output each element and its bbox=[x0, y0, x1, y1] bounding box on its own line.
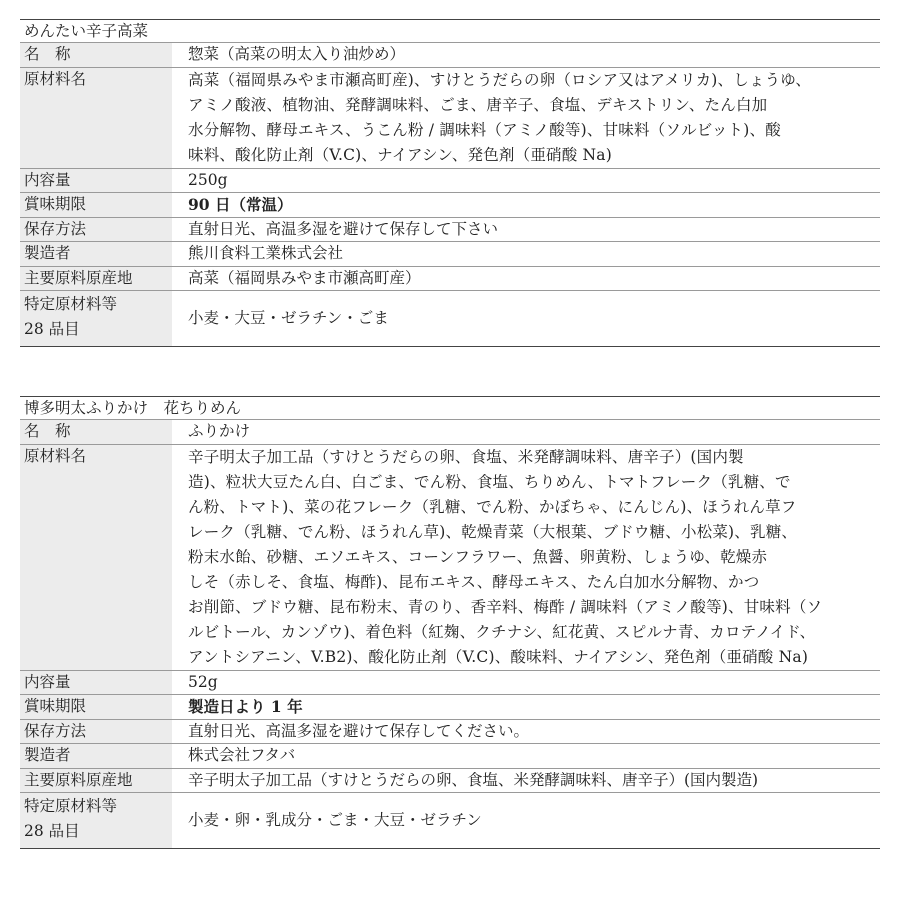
product-title: めんたい辛子高菜 bbox=[20, 20, 880, 43]
ingredients-line: 粉末水飴、砂糖、エソエキス、コーンフラワー、魚醤、卵黄粉、しょうゆ、乾燥赤 bbox=[188, 547, 768, 566]
allergens-value: 小麦・卵・乳成分・ごま・大豆・ゼラチン bbox=[188, 810, 482, 829]
origin-row bbox=[20, 267, 880, 292]
storage-value: 直射日光、高温多湿を避けて保存してください。 bbox=[188, 721, 530, 740]
ingredients-row bbox=[20, 68, 880, 169]
ingredients-line: アミノ酸液、植物油、発酵調味料、ごま、唐辛子、食塩、デキストリン、たん白加 bbox=[188, 95, 768, 114]
ingredients-line: 高菜（福岡県みやま市瀬高町産)、すけとうだらの卵（ロシア又はアメリカ)、しょうゆ、 bbox=[188, 70, 812, 89]
allergens-label: 特定原材料等 28 品目 bbox=[20, 291, 172, 346]
ingredients-line: 造)、粒状大豆たん白、白ごま、でん粉、食塩、ちりめん、トマトフレーク（乳糖、で bbox=[188, 472, 791, 491]
best-before-row bbox=[20, 695, 880, 720]
product-info-table bbox=[20, 19, 880, 347]
best-before-label: 賞味期限 bbox=[20, 193, 172, 217]
manufacturer-row bbox=[20, 744, 880, 769]
product-name-value: ふりかけ bbox=[188, 422, 251, 440]
ingredients-row bbox=[20, 445, 880, 671]
amount-value: 250g bbox=[188, 170, 228, 189]
product-name-label: 名 称 bbox=[20, 420, 172, 444]
storage-label: 保存方法 bbox=[20, 218, 172, 242]
origin-label: 主要原料原産地 bbox=[20, 267, 172, 291]
best-before-row bbox=[20, 193, 880, 218]
ingredients-line: 味料、酸化防止剤（V.C)、ナイアシン、発色剤（亜硝酸 Na) bbox=[188, 145, 612, 164]
best-before-value: 製造日より 1 年 bbox=[188, 697, 303, 716]
origin-label: 主要原料原産地 bbox=[20, 769, 172, 793]
product-name-value: 惣菜（高菜の明太入り油炒め） bbox=[188, 45, 406, 63]
storage-row bbox=[20, 218, 880, 243]
amount-row bbox=[20, 671, 880, 696]
product-name-row bbox=[20, 43, 880, 68]
product-title: 博多明太ふりかけ 花ちりめん bbox=[20, 397, 880, 420]
allergens-row bbox=[20, 793, 880, 848]
amount-value: 52g bbox=[188, 672, 218, 691]
best-before-label: 賞味期限 bbox=[20, 695, 172, 719]
storage-value: 直射日光、高温多湿を避けて保存して下さい bbox=[188, 219, 499, 238]
ingredients-value bbox=[172, 68, 880, 168]
ingredients-line: レーク（乳糖、でん粉、ほうれん草)、乾燥青菜（大根葉、ブドウ糖、小松菜)、乳糖、 bbox=[188, 522, 798, 541]
manufacturer-row bbox=[20, 242, 880, 267]
ingredients-line: 辛子明太子加工品（すけとうだらの卵、食塩、米発酵調味料、唐辛子）(国内製 bbox=[188, 447, 744, 466]
ingredients-line: ん粉、トマト)、菜の花フレーク（乳糖、でん粉、かぼちゃ、にんじん)、ほうれん草フ bbox=[188, 497, 797, 516]
manufacturer-label: 製造者 bbox=[20, 744, 172, 768]
ingredients-label: 原材料名 bbox=[20, 445, 172, 670]
ingredients-line: ルビトール、カンゾウ)、着色料（紅麹、クチナシ、紅花黄、スピルナ青、カロテノイド、 bbox=[188, 622, 816, 641]
allergens-row bbox=[20, 291, 880, 346]
ingredients-value bbox=[172, 445, 880, 670]
best-before-value: 90 日（常温） bbox=[188, 195, 293, 214]
manufacturer-value: 熊川食料工業株式会社 bbox=[188, 244, 344, 262]
manufacturer-value: 株式会社フタバ bbox=[188, 746, 296, 764]
amount-label: 内容量 bbox=[20, 671, 172, 695]
product-name-label: 名 称 bbox=[20, 43, 172, 67]
ingredients-line: しそ（赤しそ、食塩、梅酢)、昆布エキス、酵母エキス、たん白加水分解物、かつ bbox=[188, 572, 760, 591]
allergens-label: 特定原材料等 28 品目 bbox=[20, 793, 172, 848]
allergens-value: 小麦・大豆・ゼラチン・ごま bbox=[188, 308, 389, 327]
manufacturer-label: 製造者 bbox=[20, 242, 172, 266]
amount-label: 内容量 bbox=[20, 169, 172, 193]
ingredients-line: アントシアニン、V.B2)、酸化防止剤（V.C)、酸味料、ナイアシン、発色剤（亜硝酸 Na) bbox=[188, 647, 809, 666]
storage-label: 保存方法 bbox=[20, 720, 172, 744]
ingredients-label: 原材料名 bbox=[20, 68, 172, 168]
product-name-row bbox=[20, 420, 880, 445]
origin-value: 高菜（福岡県みやま市瀬高町産） bbox=[188, 268, 421, 287]
origin-value: 辛子明太子加工品（すけとうだらの卵、食塩、米発酵調味料、唐辛子）(国内製造) bbox=[188, 770, 759, 789]
storage-row bbox=[20, 720, 880, 745]
product-info-table bbox=[20, 396, 880, 849]
origin-row bbox=[20, 769, 880, 794]
ingredients-line: お削節、ブドウ糖、昆布粉末、青のり、香辛料、梅酢 / 調味料（アミノ酸等)、甘味料（ソ bbox=[188, 597, 823, 616]
ingredients-line: 水分解物、酵母エキス、うこん粉 / 調味料（アミノ酸等)、甘味料（ソルビット)、酸 bbox=[188, 120, 781, 139]
amount-row bbox=[20, 169, 880, 194]
